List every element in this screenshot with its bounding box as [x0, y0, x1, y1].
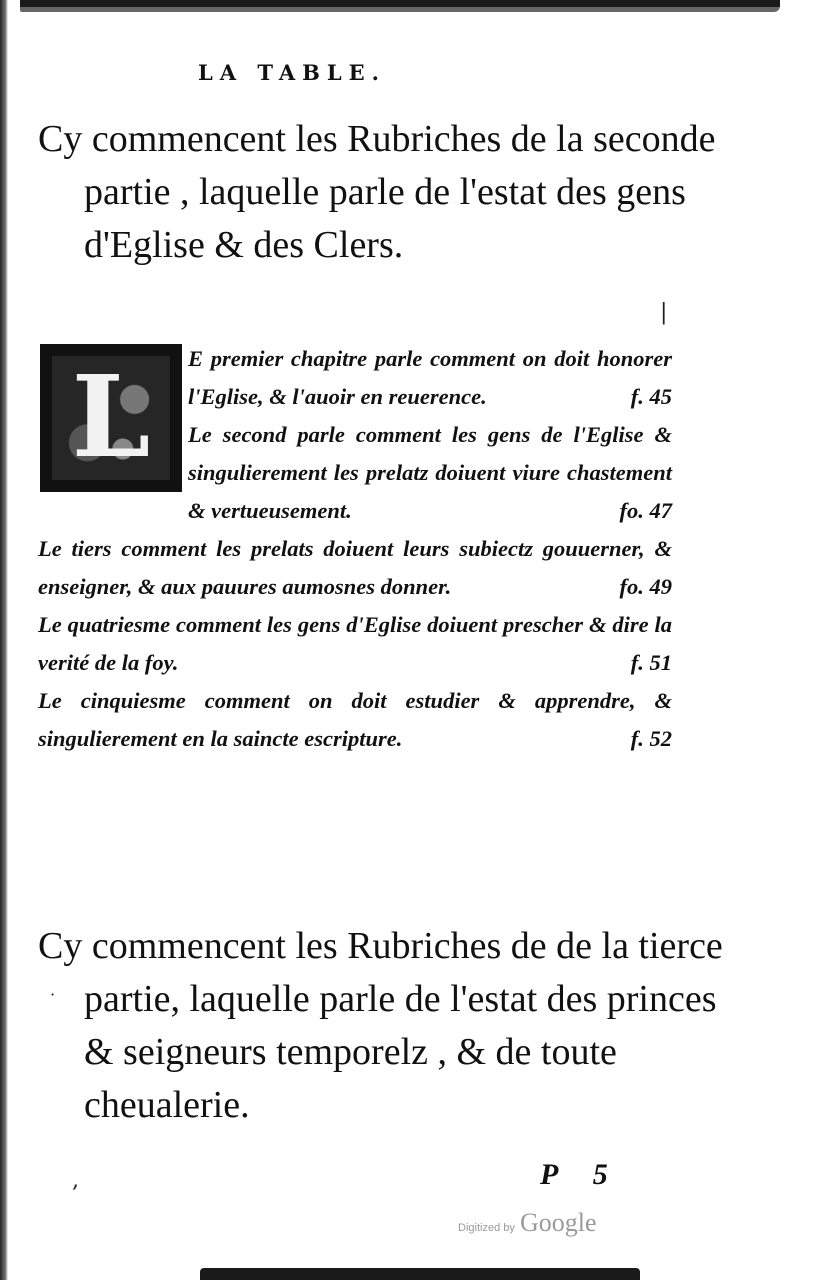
rubric-text: Le second parle comment les gens de l'Eglise & singulierement les prelatz doiuent viure chastement & vertueusement.: [188, 422, 672, 523]
folio-number: fo. 47: [619, 498, 672, 523]
rubric-entry: [38, 606, 672, 682]
folio-number: f. 45: [630, 384, 672, 409]
rubric-entry: [38, 530, 672, 606]
rubric-list: [38, 340, 672, 758]
digitized-watermark: [458, 1208, 597, 1238]
rubric-entry: [38, 682, 672, 758]
rubric-text: Le cinquiesme comment on doit estudier & apprendre, & singulierement en la saincte escripture.: [38, 688, 672, 751]
folio-number: f. 52: [630, 726, 672, 751]
rubric-text: Le quatriesme comment les gens d'Eglise doiuent prescher & dire la verité de la foy.: [38, 612, 672, 675]
scan-top-border: [20, 0, 780, 12]
running-head: LA TABLE.: [198, 60, 386, 85]
section-heading-second-part: Cy commencent les Rubriches de la seconde partie , laquelle parle de l'estat des gens d'Eglise & des Clers.: [38, 118, 716, 266]
margin-mark: |: [660, 300, 668, 325]
watermark-small-text: Digitized by: [458, 1222, 515, 1234]
margin-mark: ·: [50, 985, 56, 1004]
drop-cap-initial: [40, 344, 182, 492]
rubric-text: Le tiers comment les prelats doiuent leurs subiectz gouuerner, & enseigner, & aux pauures aumosnes donner.: [38, 536, 672, 599]
folio-number: f. 51: [630, 650, 672, 675]
watermark-logo-text: Google: [519, 1208, 597, 1237]
folio-number: fo. 49: [619, 574, 672, 599]
signature-mark: P 5: [540, 1158, 622, 1191]
section-heading-third-part: Cy commencent les Rubriches de de la tierce partie, laquelle parle de l'estat des princes & seigneurs temporelz , & de toute cheualerie.: [38, 925, 723, 1126]
rubric-text: E premier chapitre parle comment on doit honorer l'Eglise, & l'auoir en reuerence.: [188, 346, 672, 409]
scan-edge: [0, 0, 8, 1280]
scan-bottom-border: [200, 1268, 640, 1280]
drop-cap-letter: L: [52, 356, 170, 480]
margin-mark: ,: [72, 1168, 79, 1193]
